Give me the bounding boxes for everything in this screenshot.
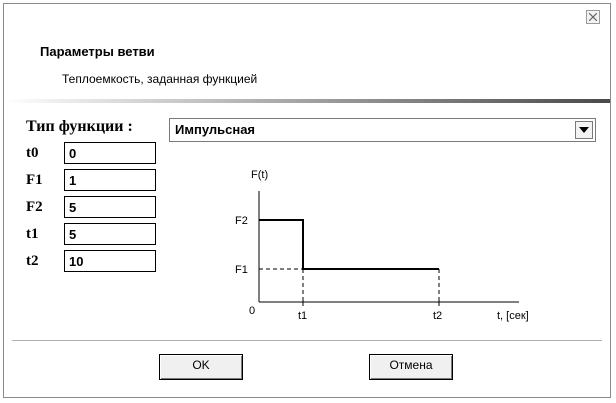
ok-button[interactable] — [159, 354, 243, 380]
origin-label: 0 — [249, 305, 256, 317]
dropdown-button[interactable] — [575, 121, 593, 139]
t2-label: t2 — [433, 310, 443, 322]
function-type-select[interactable] — [169, 118, 596, 142]
f1-label: F1 — [235, 264, 248, 276]
param-label-t0: t0 — [26, 145, 39, 161]
header-separator — [4, 99, 610, 103]
y-axis-label: F(t) — [251, 169, 269, 181]
title-bar — [4, 4, 610, 22]
param-input-f1[interactable]: 1 — [64, 169, 156, 191]
param-input-t1[interactable]: 5 — [64, 223, 156, 245]
param-label-t2: t2 — [26, 253, 39, 269]
t1-label: t1 — [298, 310, 308, 322]
chevron-down-icon — [579, 127, 589, 133]
dialog-subtitle: Теплоемкость, заданная функцией — [62, 72, 258, 86]
param-input-t2[interactable]: 10 — [64, 250, 156, 272]
function-graph — [229, 164, 559, 329]
param-label-t1: t1 — [26, 226, 39, 242]
param-label-f1: F1 — [26, 172, 43, 188]
pulse-curve — [259, 220, 439, 269]
function-type-label: Тип функции : — [26, 118, 133, 135]
footer-separator — [12, 340, 602, 341]
f2-label: F2 — [235, 215, 248, 227]
dialog-window — [3, 3, 611, 398]
param-input-f2[interactable]: 5 — [64, 196, 156, 218]
close-button[interactable] — [586, 10, 600, 24]
function-type-value: Импульсная — [175, 122, 256, 137]
cancel-button[interactable] — [369, 354, 453, 380]
cancel-button-label: Отмена — [389, 358, 433, 372]
close-icon — [589, 13, 597, 21]
param-label-f2: F2 — [26, 199, 43, 215]
x-axis-label: t, [сек] — [497, 310, 529, 322]
ok-button-label: OK — [192, 358, 210, 372]
dialog-title: Параметры ветви — [40, 44, 155, 59]
param-input-t0[interactable]: 0 — [64, 142, 156, 164]
